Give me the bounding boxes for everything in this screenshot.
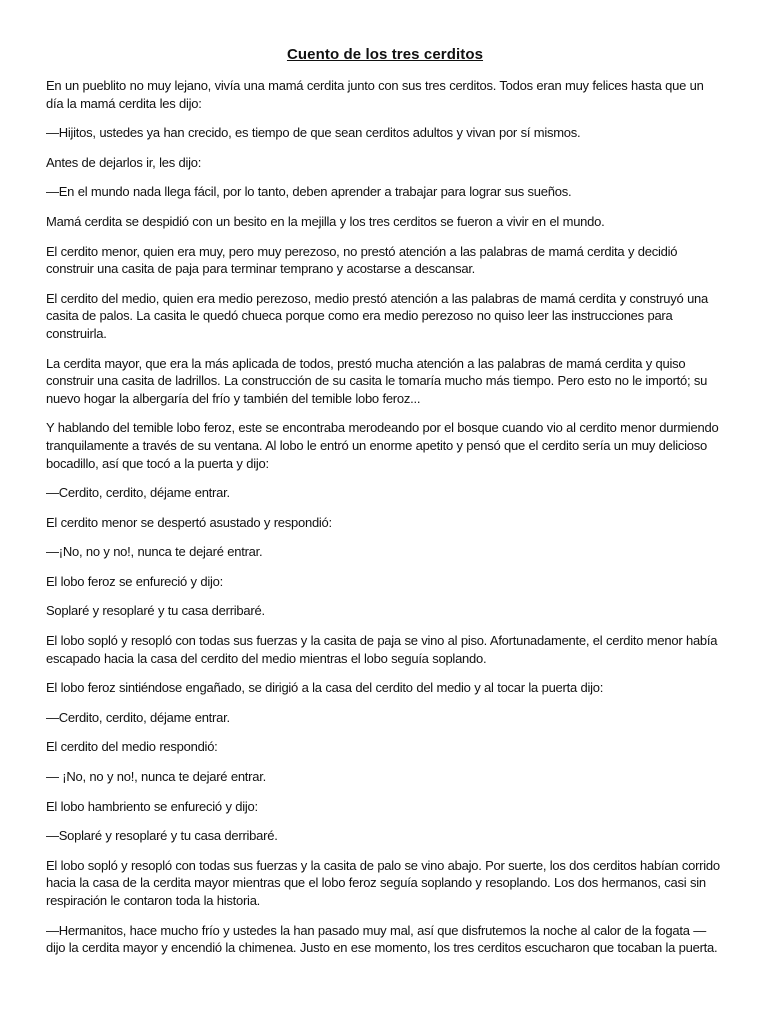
paragraph: — ¡No, no y no!, nunca te dejaré entrar. (46, 769, 266, 785)
paragraph: El lobo feroz sintiéndose engañado, se dirigió a la casa del cerdito del medio y al tocar la puerta dijo: (46, 680, 604, 696)
paragraph: —Hijitos, ustedes ya han crecido, es tiempo de que sean cerditos adultos y vivan por sí mismos. (46, 125, 581, 141)
paragraph: El cerdito del medio, quien era medio perezoso, medio prestó atención a las palabras de mamá cerdita y construyó una casita de palos. La casita le quedó chueca porque como era medio perezoso no quiso leer las instrucciones para construirla. (46, 290, 709, 341)
story-body (46, 77, 724, 957)
paragraph: En un pueblito no muy lejano, vivía una mamá cerdita junto con sus tres cerditos. Todos eran muy felices hasta que un día la mamá cerdita les dijo: (46, 78, 704, 111)
paragraph: —En el mundo nada llega fácil, por lo tanto, deben aprender a trabajar para lograr sus sueños. (46, 184, 572, 200)
paragraph: —Hermanitos, hace mucho frío y ustedes la han pasado muy mal, así que disfrutemos la noche al calor de la fogata — dijo la cerdita mayor y encendió la chimenea. Justo en ese momento, los tres cerditos escucharon que tocaban la puerta. (46, 922, 718, 956)
paragraph: Mamá cerdita se despidió con un besito en la mejilla y los tres cerditos se fueron a vivir en el mundo. (46, 213, 605, 229)
document-title: Cuento de los tres cerditos (286, 46, 484, 63)
paragraph: El lobo sopló y resopló con todas sus fuerzas y la casita de palo se vino abajo. Por suerte, los dos cerditos habían corrido hacia la casa de la cerdita mayor mientras que el lobo feroz seguía soplando y resoplando. Los dos hermanos, casi sin respiración le contaron toda la historia. (46, 857, 720, 908)
paragraph: —Cerdito, cerdito, déjame entrar. (46, 709, 230, 725)
paragraph: —Soplaré y resoplaré y tu casa derribaré. (46, 828, 278, 844)
paragraph: El lobo hambriento se enfureció y dijo: (46, 798, 258, 814)
paragraph: El cerdito menor, quien era muy, pero muy perezoso, no prestó atención a las palabras de mamá cerdita y decidió construir una casita de paja para terminar temprano y acostarse a descansar. (46, 243, 678, 277)
paragraph: El cerdito del medio respondió: (46, 739, 218, 755)
paragraph: —¡No, no y no!, nunca te dejaré entrar. (46, 544, 263, 560)
paragraph: El lobo sopló y resopló con todas sus fuerzas y la casita de paja se vino al piso. Afortunadamente, el cerdito menor había escapado hacia la casa del cerdito del medio mientras el lobo seguía soplando. (46, 633, 718, 666)
paragraph: Antes de dejarlos ir, les dijo: (46, 154, 202, 170)
paragraph: —Cerdito, cerdito, déjame entrar. (46, 485, 230, 501)
paragraph: Soplaré y resoplaré y tu casa derribaré. (46, 603, 265, 619)
paragraph: La cerdita mayor, que era la más aplicada de todos, prestó mucha atención a las palabras de mamá cerdita y quiso construir una casita de ladrillos. La construcción de su casita le tomaría mucho más tiempo. Pero esto no le importó; su nuevo hogar la albergaría del frío y también del temible lobo feroz... (46, 355, 708, 406)
paragraph: El cerdito menor se despertó asustado y respondió: (46, 514, 332, 530)
paragraph: El lobo feroz se enfureció y dijo: (46, 573, 223, 589)
paragraph: Y hablando del temible lobo feroz, este se encontraba merodeando por el bosque cuando vio al cerdito menor durmiendo tranquilamente a través de su ventana. Al lobo le entró un enorme apetito y pensó que el cerdito sería un muy delicioso bocadillo, así que tocó a la puerta y dijo: (46, 420, 719, 471)
